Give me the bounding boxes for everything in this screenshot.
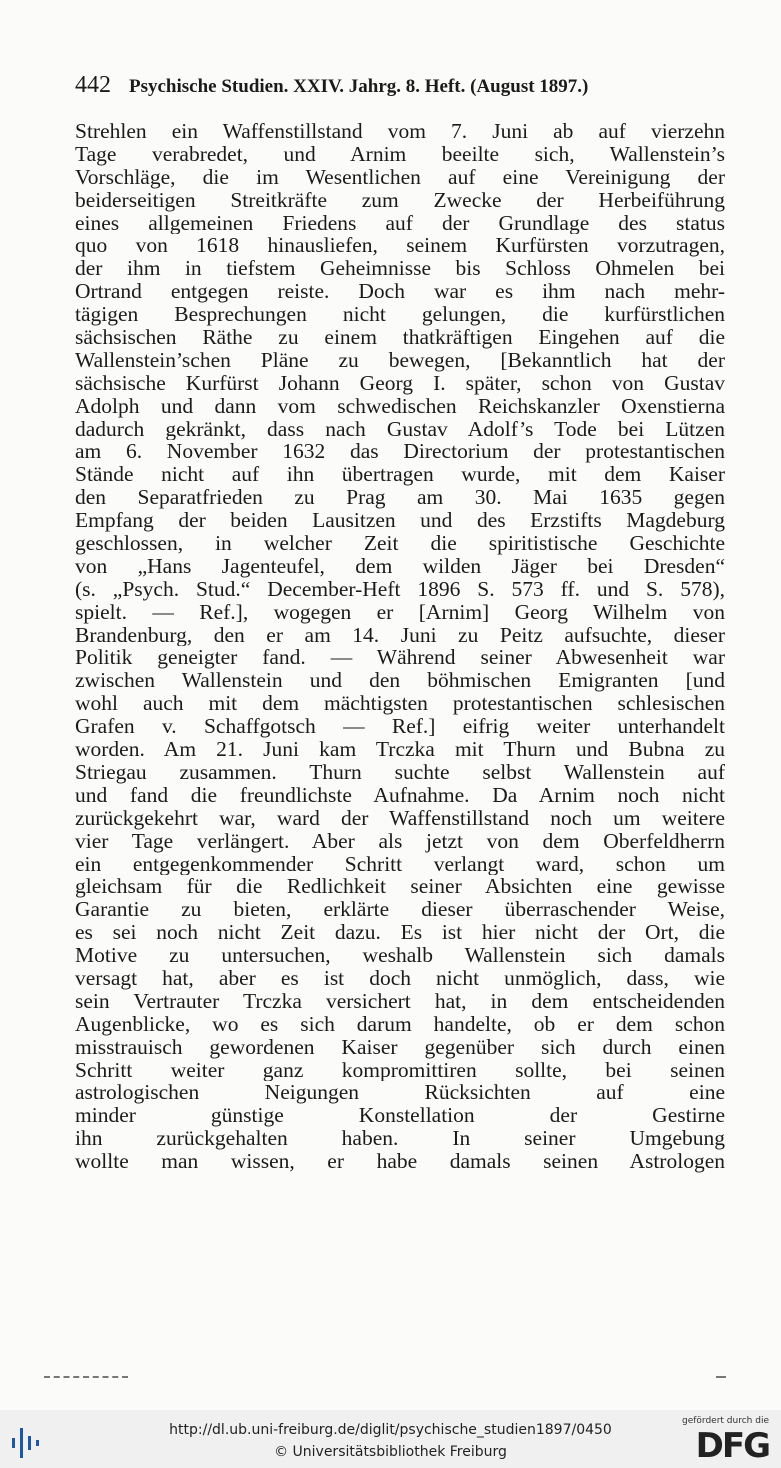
text-line: Empfang der beiden Lausitzen und des Erzstifts Magdeburg	[75, 509, 725, 533]
body-text	[75, 120, 725, 1173]
text-line: von „Hans Jagenteufel, dem wilden Jäger bei Dresden“	[75, 554, 725, 578]
page-number: 442	[75, 72, 111, 98]
text-line: Politik geneigter fand. — Während seiner Abwesenheit war	[75, 646, 725, 670]
page-edge-mark-right	[716, 1376, 726, 1378]
text-line: misstrauisch gewordenen Kaiser gegenüber sich durch einen	[75, 1035, 725, 1059]
permalink-url[interactable]: http://dl.ub.uni-freiburg.de/diglit/psychische_studien1897/0450	[169, 1422, 612, 1438]
text-line: beiderseitigen Streitkräfte zum Zwecke der Herbeiführung	[75, 188, 725, 212]
text-line: und fand die freundlichste Aufnahme. Da Arnim noch nicht	[75, 783, 725, 807]
text-line: versagt hat, aber es ist doch nicht unmöglich, dass, wie	[75, 966, 725, 990]
text-line: sein Vertrauter Trczka versichert hat, in dem entscheidenden	[75, 989, 725, 1013]
text-line: Brandenburg, den er am 14. Juni zu Peitz aufsuchte, dieser	[75, 623, 725, 647]
text-line: Ortrand entgegen reiste. Doch war es ihm nach mehr-	[75, 280, 725, 304]
text-line: worden. Am 21. Juni kam Trczka mit Thurn und Bubna zu	[75, 738, 725, 761]
text-line: Grafen v. Schaffgotsch — Ref.] eifrig weiter unterhandelt	[75, 715, 725, 739]
text-line: Wallenstein’schen Pläne zu bewegen, [Bekanntlich hat der	[75, 348, 725, 372]
text-line: zurückgekehrt war, ward der Waffenstillstand noch um weitere	[75, 806, 725, 830]
page-edge-mark-left	[44, 1376, 128, 1378]
dfg-caption: gefördert durch die	[682, 1416, 769, 1426]
text-line: tägigen Besprechungen nicht gelungen, die kurfürstlichen	[75, 303, 725, 327]
text-line: am 6. November 1632 das Directorium der protestantischen	[75, 440, 725, 464]
text-line: Augenblicke, wo es sich darum handelte, ob er dem schon	[75, 1012, 725, 1036]
text-line: sächsische Kurfürst Johann Georg I. später, schon von Gustav	[75, 371, 725, 395]
text-line: Garantie zu bieten, erklärte dieser überraschender Weise,	[75, 898, 725, 922]
text-line: eines allgemeinen Friedens auf der Grundlage des status	[75, 211, 725, 235]
text-line: den Separatfrieden zu Prag am 30. Mai 1635 gegen	[75, 486, 725, 510]
running-header	[75, 72, 725, 102]
text-line: Schritt weiter ganz kompromittiren sollte, bei seinen	[75, 1058, 725, 1082]
text-line: astrologischen Neigungen Rücksichten auf eine	[75, 1081, 725, 1105]
text-line: dadurch gekränkt, dass nach Gustav Adolf’s Tode bei Lützen	[75, 417, 725, 441]
viewer-footer	[0, 1410, 781, 1468]
text-line: wohl auch mit dem mächtigsten protestantischen schlesischen	[75, 692, 725, 716]
text-line: wollte man wissen, er habe damals seinen Astrologen	[75, 1150, 725, 1173]
text-line: vier Tage verlängert. Aber als jetzt von dem Oberfeldherrn	[75, 829, 725, 853]
text-line: Motive zu untersuchen, weshalb Wallenstein sich damals	[75, 944, 725, 967]
text-line: zwischen Wallenstein und den böhmischen Emigranten [und	[75, 669, 725, 693]
text-line: sächsischen Räthe zu einem thatkräftigen Eingehen auf die	[75, 326, 725, 349]
running-title: Psychische Studien. XXIV. Jahrg. 8. Heft. (August 1897.)	[129, 76, 589, 97]
text-line: Stände nicht auf ihn übertragen wurde, mit dem Kaiser	[75, 463, 725, 487]
text-line: ihn zurückgehalten haben. In seiner Umgebung	[75, 1127, 725, 1151]
text-line: spielt. — Ref.], wogegen er [Arnim] Georg Wilhelm von	[75, 600, 725, 624]
text-line: (s. „Psych. Stud.“ December-Heft 1896 S. 573 ff. und S. 578),	[75, 577, 725, 601]
copyright-text: © Universitätsbibliothek Freiburg	[274, 1444, 507, 1460]
text-line: ein entgegenkommender Schritt verlangt ward, schon um	[75, 852, 725, 876]
text-line: der ihm in tiefstem Geheimnisse bis Schloss Ohmelen bei	[75, 257, 725, 281]
text-line: quo von 1618 hinausliefen, seinem Kurfürsten vorzutragen,	[75, 234, 725, 258]
text-line: gleichsam für die Redlichkeit seiner Absichten eine gewisse	[75, 875, 725, 899]
text-line: minder günstige Konstellation der Gestirne	[75, 1104, 725, 1128]
text-line: Striegau zusammen. Thurn suchte selbst Wallenstein auf	[75, 760, 725, 784]
dfg-logo: DFG	[695, 1426, 769, 1466]
text-line: Strehlen ein Waffenstillstand vom 7. Juni ab auf vierzehn	[75, 120, 725, 143]
text-line: es sei noch nicht Zeit dazu. Es ist hier nicht der Ort, die	[75, 921, 725, 945]
text-line: Vorschläge, die im Wesentlichen auf eine Vereinigung der	[75, 165, 725, 189]
text-line: geschlossen, in welcher Zeit die spiritistische Geschichte	[75, 532, 725, 555]
text-line: Adolph und dann vom schwedischen Reichskanzler Oxenstierna	[75, 394, 725, 418]
text-line: Tage verabredet, und Arnim beeilte sich, Wallenstein’s	[75, 142, 725, 166]
